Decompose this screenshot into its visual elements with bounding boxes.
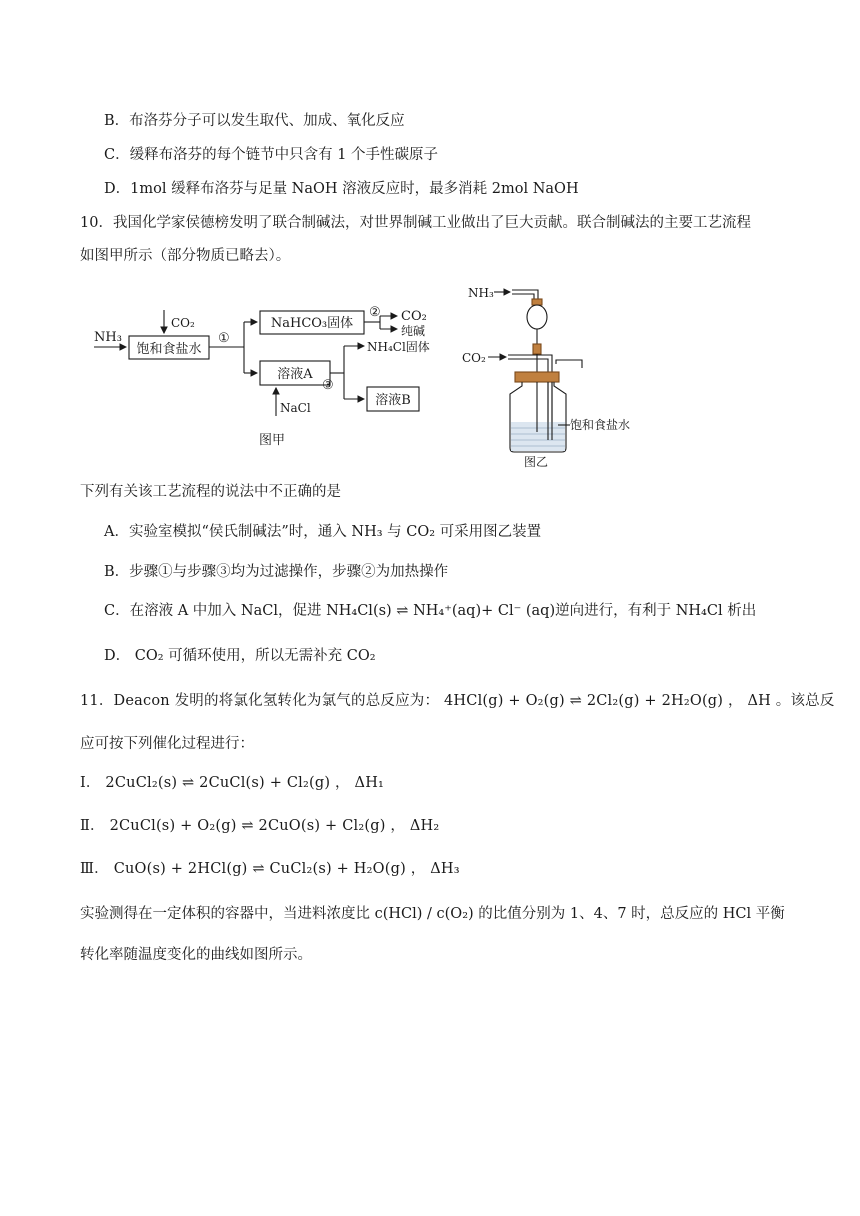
apparatus-diagram-yi (460, 282, 660, 472)
step2-label: ② (369, 305, 381, 320)
caption-jia: 图甲 (259, 433, 286, 448)
q9-option-d: D．1mol 缓释布洛芬与足量 NaOH 溶液反应时，最多消耗 2mol NaOH (104, 181, 579, 197)
co2-out-label: CO₂ (401, 309, 427, 324)
co2-in-label: CO₂ (171, 316, 195, 330)
nh3-label: NH₃ (94, 330, 122, 345)
flow-diagram-jia (80, 282, 460, 460)
q10-option-a: A．实验室模拟“侯氏制碱法”时，通入 NH₃ 与 CO₂ 可采用图乙装置 (104, 524, 542, 540)
q9-option-b: B．布洛芬分子可以发生取代、加成、氧化反应 (104, 113, 405, 129)
q11-stem-line2: 应可按下列催化过程进行： (80, 736, 254, 752)
solution-b-label: 溶液B (375, 393, 411, 408)
yi-co2-label: CO₂ (462, 351, 486, 365)
step1-label: ① (218, 331, 230, 346)
q10-option-d: D． CO₂ 可循环使用，所以无需补充 CO₂ (104, 648, 376, 664)
brine-label: 饱和食盐水 (136, 342, 202, 357)
solution-a-label: 溶液A (277, 367, 313, 382)
soda-label: 纯碱 (401, 324, 426, 338)
q9-option-c: C．缓释布洛芬的每个链节中只含有 1 个手性碳原子 (104, 147, 439, 163)
q10-question: 下列有关该工艺流程的说法中不正确的是 (80, 484, 341, 500)
step3-label: ③ (322, 378, 334, 393)
q11-step-i: Ⅰ． 2CuCl₂(s) ⇌ 2CuCl(s) + Cl₂(g) ， ΔH₁ (80, 775, 385, 791)
q11-exp-line1: 实验测得在一定体积的容器中，当进料浓度比 c(HCl) / c(O₂) 的比值分别为 1、4、7 时，总反应的 HCl 平衡 (80, 906, 785, 922)
q11-step-ii: Ⅱ． 2CuCl(s) + O₂(g) ⇌ 2CuO(s) + Cl₂(g) ， ΔH₂ (80, 818, 440, 834)
q10-stem-line2: 如图甲所示（部分物质已略去）。 (80, 248, 291, 264)
caption-yi: 图乙 (524, 455, 549, 469)
q11-stem-line1: 11．Deacon 发明的将氯化氢转化为氯气的总反应为： 4HCl(g) + O₂(g) ⇌ 2Cl₂(g) + 2H₂O(g) ， ΔH 。该总反 (80, 693, 835, 709)
nahco3-label: NaHCO₃固体 (270, 316, 354, 331)
q11-exp-line2: 转化率随温度变化的曲线如图所示。 (80, 947, 312, 963)
yi-nh3-label: NH₃ (468, 286, 494, 300)
q10-option-c: C．在溶液 A 中加入 NaCl，促进 NH₄Cl(s) ⇌ NH₄⁺(aq)+ Cl⁻ (aq)逆向进行，有利于 NH₄Cl 析出 (104, 603, 757, 619)
nh4cl-label: NH₄Cl固体 (367, 340, 430, 354)
q10-option-b: B．步骤①与步骤③均为过滤操作，步骤②为加热操作 (104, 564, 449, 580)
q11-step-iii: Ⅲ． CuO(s) + 2HCl(g) ⇌ CuCl₂(s) + H₂O(g) ， ΔH₃ (80, 861, 460, 877)
yi-brine-label: 饱和食盐水 (570, 418, 631, 432)
q10-stem-line1: 10．我国化学家侯德榜发明了联合制碱法，对世界制碱工业做出了巨大贡献。联合制碱法的主要工艺流程 (80, 215, 751, 231)
nacl-label: NaCl (280, 401, 311, 415)
